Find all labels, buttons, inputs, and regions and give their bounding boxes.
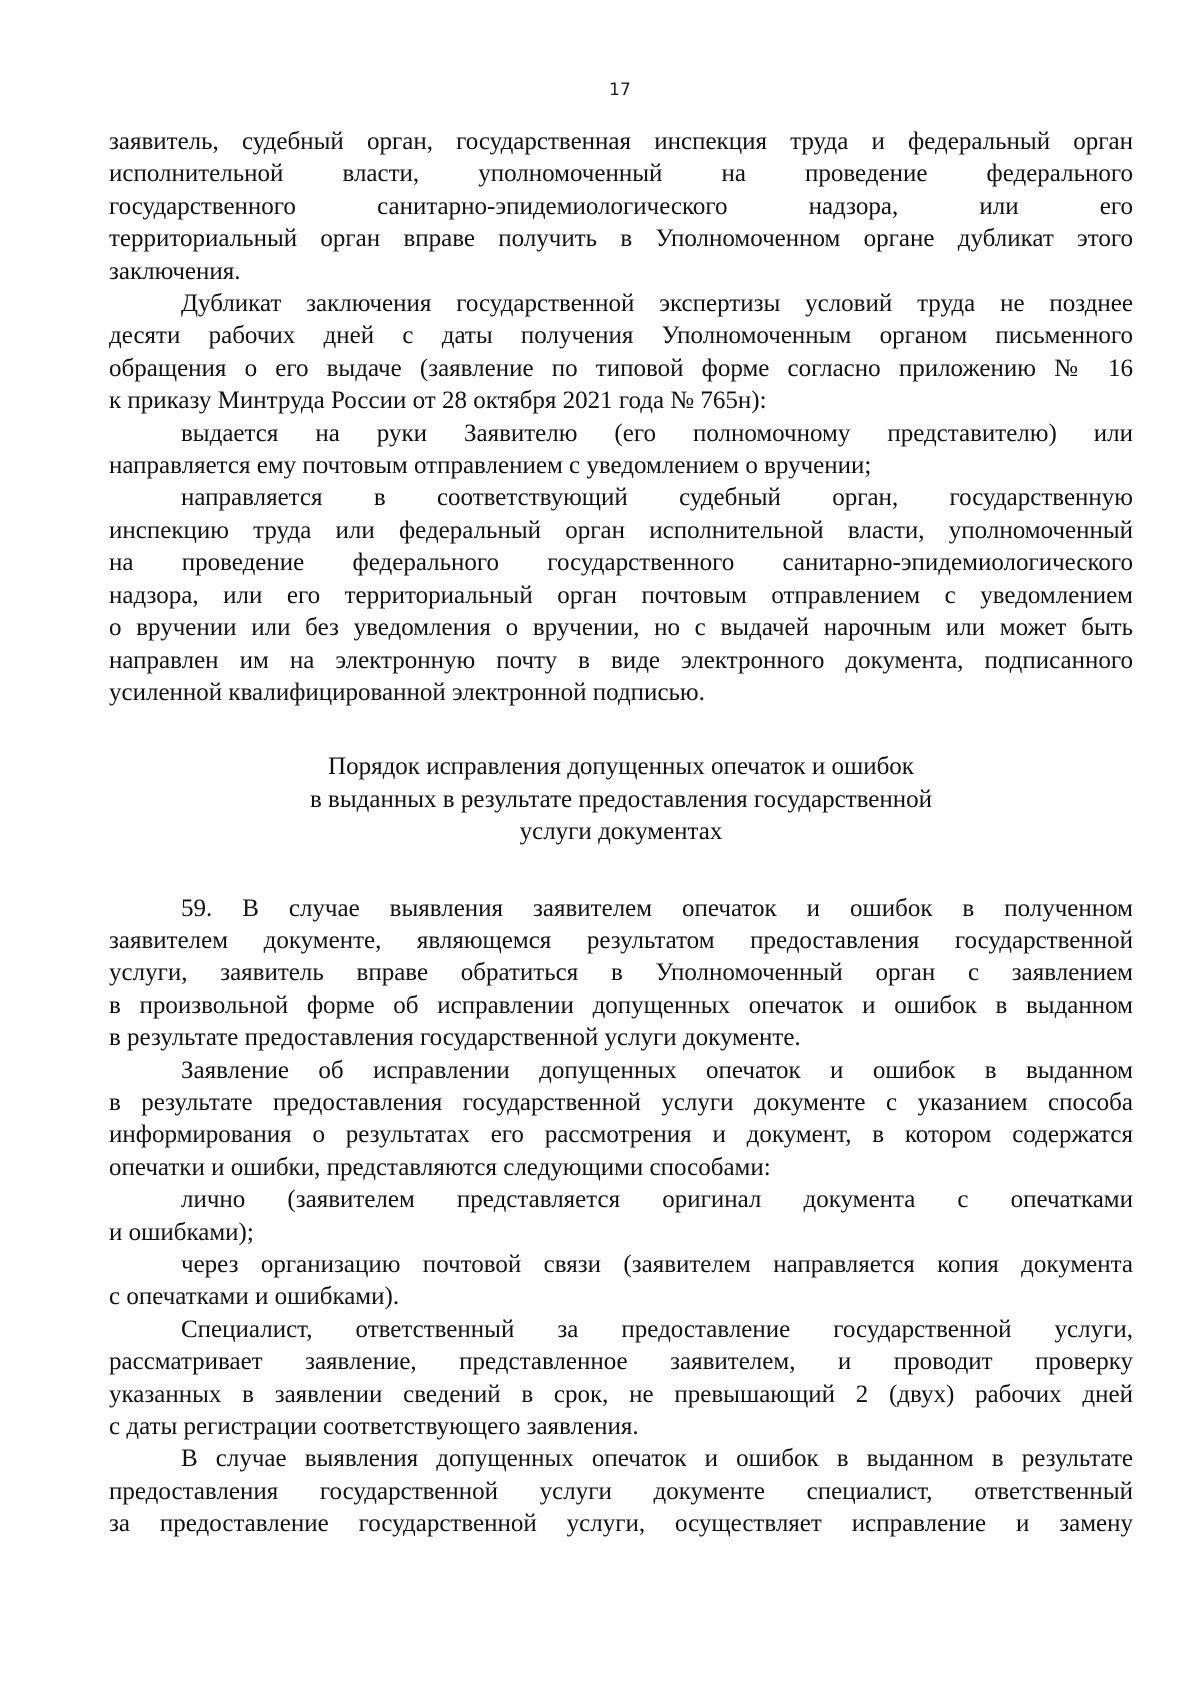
- text-line: Дубликат заключения государственной экспертизы условий труда не позднее: [181, 290, 1133, 318]
- text-line: информирования о результатах его рассмотрения и документ, в котором содержатся: [109, 1121, 1133, 1149]
- text-line: территориальный орган вправе получить в Уполномоченном органе дубликат этого: [109, 225, 1133, 253]
- paragraph-correction: [109, 1443, 1133, 1540]
- text-line: обращения о его выдаче (заявление по типовой форме согласно приложению № 16: [109, 354, 1133, 382]
- text-line: через организацию почтовой связи (заявителем направляется копия документа: [181, 1251, 1133, 1278]
- text-line: лично (заявителем представляется оригинал документа с опечатками: [181, 1186, 1133, 1214]
- text-line: услуги, заявитель вправе обратиться в Уполномоченный орган с заявлением: [109, 959, 1133, 987]
- paragraph-specialist-review: [109, 1314, 1133, 1444]
- text-line: заявитель, судебный орган, государственная инспекция труда и федеральный орган: [109, 128, 1133, 155]
- paragraph-by-post: [109, 1249, 1133, 1314]
- text-line: 59. В случае выявления заявителем опечаток и ошибок в полученном: [181, 894, 1133, 922]
- text-line: В случае выявления допущенных опечаток и ошибок в выданном в результате: [181, 1445, 1133, 1473]
- section-heading: [109, 751, 1133, 848]
- paragraph-sent-to-authority: [109, 482, 1133, 709]
- text-line: предоставления государственной услуги документе специалист, ответственный: [109, 1477, 1133, 1505]
- paragraph-issued-in-hand: [109, 418, 1133, 483]
- text-line: с опечатками и ошибками).: [109, 1283, 400, 1311]
- paragraph-recipients: [109, 126, 1133, 288]
- text-line: выдается на руки Заявителю (его полномочному представителю) или: [181, 419, 1133, 447]
- text-line: десяти рабочих дней с даты получения Уполномоченным органом письменного: [109, 322, 1133, 350]
- text-line: заявителем документе, являющемся результатом предоставления государственной: [109, 926, 1133, 954]
- text-line: и ошибками);: [109, 1218, 254, 1246]
- text-line: с даты регистрации соответствующего заявления.: [109, 1413, 639, 1441]
- text-line: направляется ему почтовым отправлением с уведомлением о вручении;: [109, 452, 872, 480]
- text-line: опечатки и ошибки, представляются следующими способами:: [109, 1153, 771, 1181]
- heading-line: в выданных в результате предоставления государственной: [310, 785, 932, 813]
- page-number: 17: [609, 80, 631, 100]
- text-line: исполнительной власти, уполномоченный на проведение федерального: [109, 160, 1133, 188]
- text-line: в произвольной форме об исправлении допущенных опечаток и ошибок в выданном: [109, 991, 1133, 1019]
- text-line: Заявление об исправлении допущенных опечаток и ошибок в выданном: [181, 1056, 1133, 1084]
- paragraph-in-person: [109, 1184, 1133, 1249]
- text-line: о вручении или без уведомления о вручении, но с выдачей нарочным или может быть: [109, 614, 1133, 642]
- text-line: усиленной квалифицированной электронной подписью.: [109, 678, 705, 706]
- text-line: на проведение федерального государственного санитарно-эпидемиологического: [109, 549, 1133, 577]
- text-line: в результате предоставления государственной услуги документе с указанием способа: [109, 1088, 1133, 1116]
- text-line: к приказу Минтруда России от 28 октября 2021 года № 765н):: [109, 387, 767, 415]
- text-line: надзора, или его территориальный орган почтовым отправлением с уведомлением: [109, 581, 1133, 609]
- text-line: указанных в заявлении сведений в срок, не превышающий 2 (двух) рабочих дней: [109, 1380, 1133, 1408]
- paragraph-duplicate: [109, 288, 1133, 418]
- heading-line: услуги документах: [519, 818, 723, 846]
- text-line: за предоставление государственной услуги, осуществляет исправление и замену: [109, 1510, 1133, 1538]
- text-line: направлен им на электронную почту в виде электронного документа, подписанного: [109, 646, 1133, 674]
- heading-line: Порядок исправления допущенных опечаток и ошибок: [328, 753, 914, 781]
- paragraph-item-59: [109, 893, 1133, 1055]
- text-line: направляется в соответствующий судебный орган, государственную: [181, 484, 1133, 512]
- text-line: заключения.: [109, 257, 241, 285]
- text-line: государственного санитарно-эпидемиологического надзора, или его: [109, 192, 1133, 220]
- text-line: Специалист, ответственный за предоставление государственной услуги,: [181, 1315, 1133, 1343]
- document-body: [109, 126, 1133, 1541]
- text-line: в результате предоставления государственной услуги документе.: [109, 1024, 801, 1052]
- paragraph-application-methods: [109, 1055, 1133, 1185]
- text-line: инспекцию труда или федеральный орган исполнительной власти, уполномоченный: [109, 516, 1133, 544]
- text-line: рассматривает заявление, представленное заявителем, и проводит проверку: [109, 1348, 1133, 1376]
